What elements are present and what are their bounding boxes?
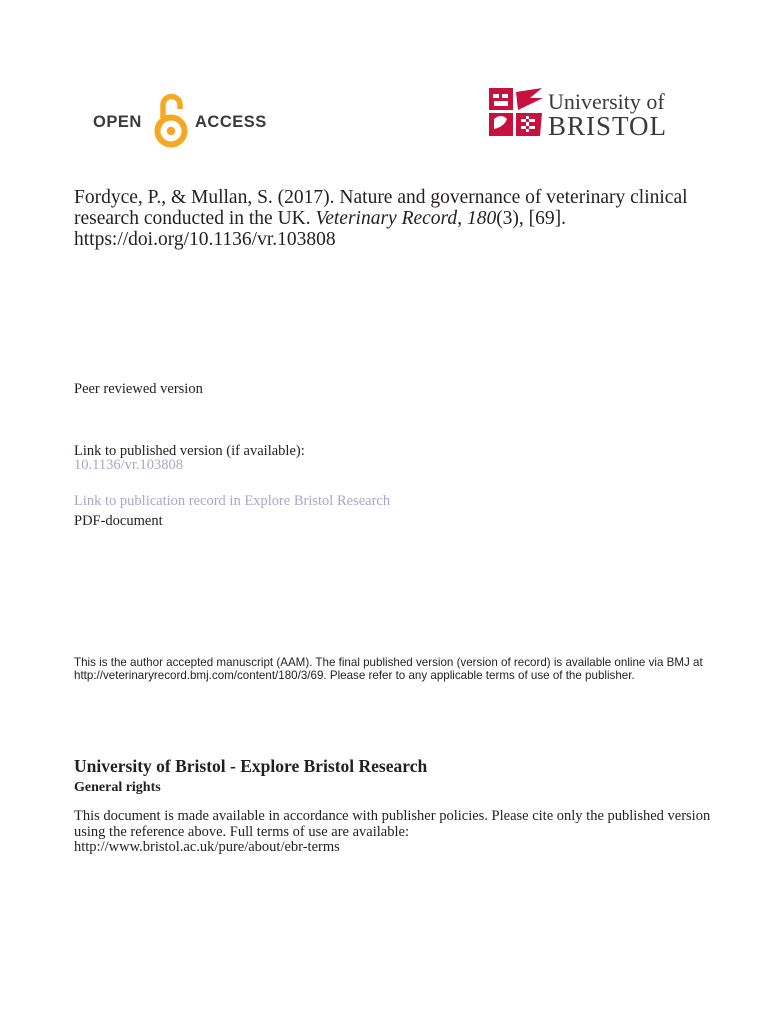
open-lock-icon bbox=[151, 88, 191, 148]
university-name-line1: University of bbox=[548, 89, 665, 114]
published-doi-link[interactable]: 10.1136/vr.103808 bbox=[74, 457, 184, 473]
published-version-label: Link to published version (if available): bbox=[74, 443, 305, 459]
citation-main: Fordyce, P., & Mullan, S. (2017). Nature and governance of veterinary clinical research conducted in the UK. bbox=[74, 187, 688, 229]
citation-journal: Veterinary Record bbox=[315, 208, 458, 229]
document-type: PDF-document bbox=[74, 513, 163, 529]
citation-volume: 180 bbox=[466, 208, 497, 229]
general-rights-text bbox=[74, 809, 724, 856]
university-name-line2: BRISTOL bbox=[548, 111, 668, 141]
terms-url[interactable]: http://www.bristol.ac.uk/pure/about/ebr-terms bbox=[74, 839, 340, 855]
citation-doi-url: https://doi.org/10.1136/vr.103808 bbox=[74, 229, 336, 250]
citation: Fordyce, P., & Mullan, S. (2017). Nature and governance of veterinary clinical research conducted in the UK. Veterinary Record, 180(3), [69]. https://doi.org/10.1136/vr.103808 bbox=[74, 187, 688, 250]
open-access-word-open: OPEN bbox=[93, 113, 142, 131]
open-access-logo bbox=[93, 88, 268, 148]
general-rights-body: This document is made available in accordance with publisher policies. Please cite only the published version using the reference above. Full terms of use are available: bbox=[74, 808, 711, 840]
version-label: Peer reviewed version bbox=[74, 381, 203, 397]
general-rights-heading: General rights bbox=[74, 780, 161, 795]
citation-issue-pages: (3), [69]. bbox=[496, 208, 567, 229]
university-crest-icon bbox=[488, 86, 544, 138]
ebr-heading: University of Bristol - Explore Bristol Research bbox=[74, 756, 428, 776]
open-access-word-access: ACCESS bbox=[195, 113, 267, 131]
publication-record-link[interactable]: Link to publication record in Explore Bristol Research bbox=[74, 493, 391, 509]
university-of-bristol-logo bbox=[488, 86, 688, 142]
aam-note: This is the author accepted manuscript (AAM). The final published version (version of record) is available online via BMJ at http://veterinaryrecord.bmj.com/content/180/3/69. Please refer to any applicable terms of use of the publisher. bbox=[74, 656, 703, 682]
